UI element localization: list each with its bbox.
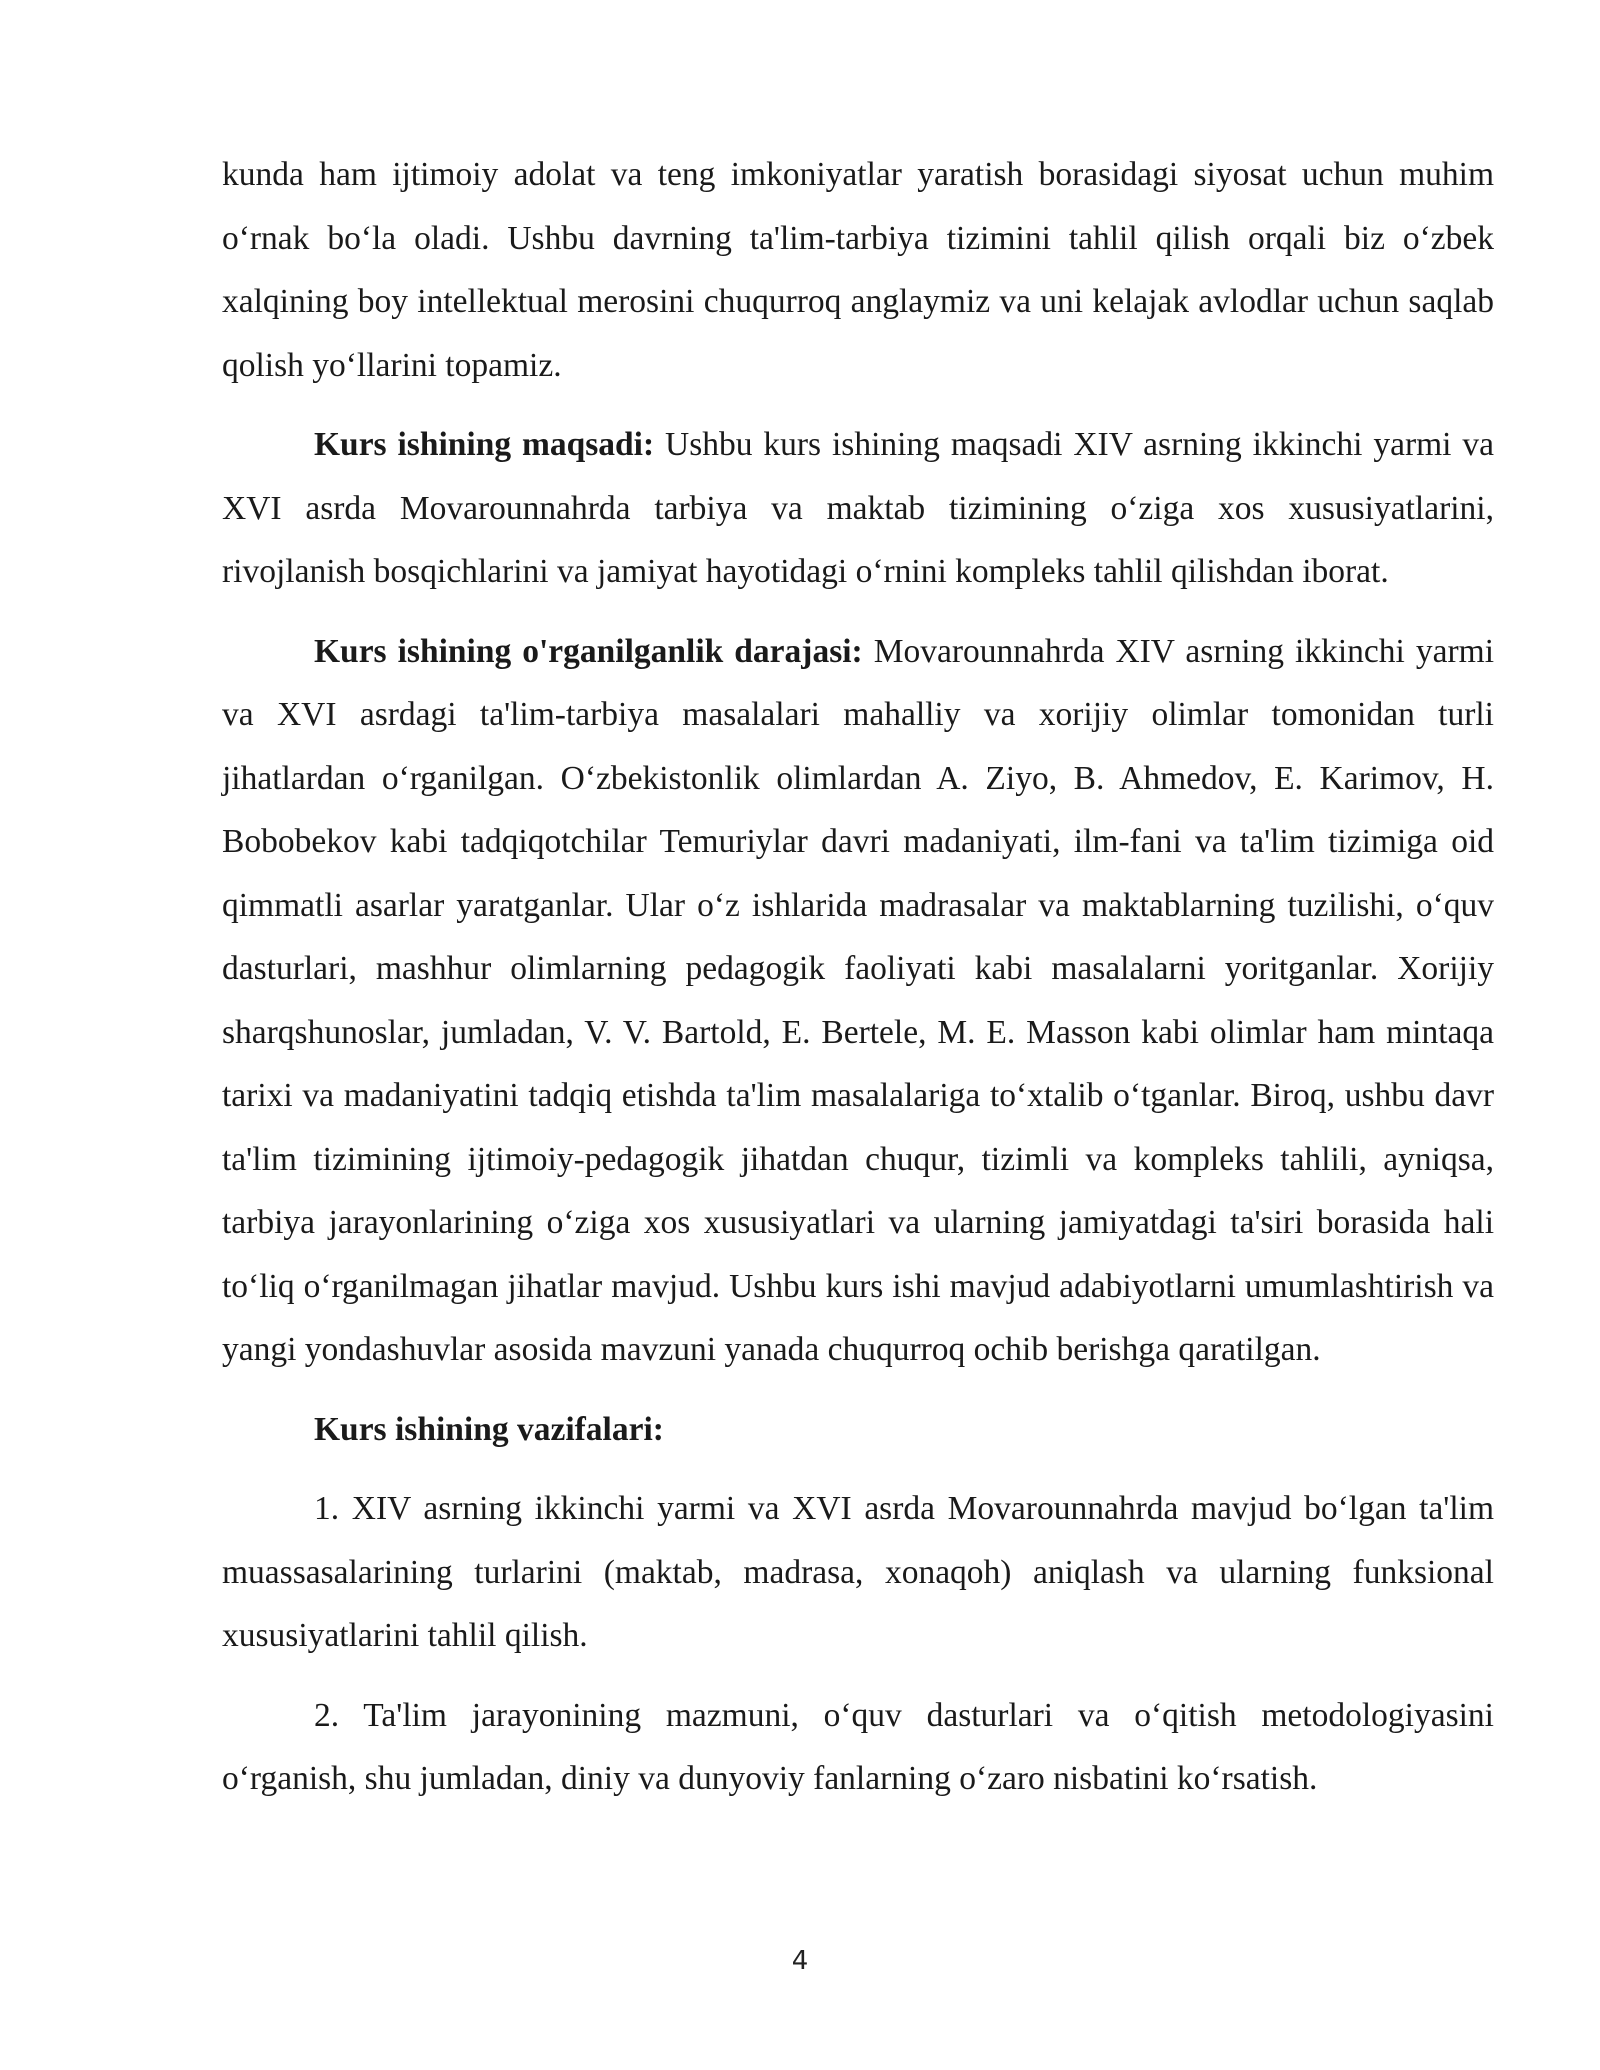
organilganlik-heading: Kurs ishining o'rganilganlik darajasi: xyxy=(314,632,863,670)
maqsad-paragraph xyxy=(222,413,1494,604)
maqsad-text: Ushbu kurs ishining maqsadi XIV asrning ikkinchi yarmi va XVI asrda Movarounnahrda tarbiya va maktab tizimining o‘ziga xos xususiyatlarini, rivojlanish bosqichlarini va jamiyat hayotidagi o‘rnini kompleks tahlil qilishdan iborat. xyxy=(222,426,1494,590)
vazifa-item-2: 2. Ta'lim jarayonining mazmuni, o‘quv dasturlari va o‘qitish metodologiyasini o‘rganish, shu jumladan, diniy va dunyoviy fanlarning o‘zaro nisbatini ko‘rsatish. xyxy=(222,1696,1494,1797)
intro-paragraph: kunda ham ijtimoiy adolat va teng imkoniyatlar yaratish borasidagi siyosat uchun muhim o‘rnak bo‘la oladi. Ushbu davrning ta'lim-tarbiya tizimini tahlil qilish orqali biz o‘zbek xalqining boy intellektual merosini chuqurroq anglaymiz va uni kelajak avlodlar uchun saqlab qolish yo‘llarini topamiz. xyxy=(222,156,1494,384)
maqsad-heading: Kurs ishining maqsadi: xyxy=(314,426,655,463)
organilganlik-paragraph xyxy=(222,620,1494,1382)
vazifa-item-1: 1. XIV asrning ikkinchi yarmi va XVI asrda Movarounnahrda mavjud bo‘lgan ta'lim muassasalarining turlarini (maktab, madrasa, xonaqoh) aniqlash va ularning funksional xususiyatlarini tahlil qilish. xyxy=(222,1490,1494,1654)
page-number: 4 xyxy=(791,1946,809,1976)
organilganlik-text: Movarounnahrda XIV asrning ikkinchi yarmi va XVI asrdagi ta'lim-tarbiya masalalari mahalliy va xorijiy olimlar tomonidan turli jihatlardan o‘rganilgan. O‘zbekistonlik olimlardan A. Ziyo, B. Ahmedov, E. Karimov, H. Bobobekov kabi tadqiqotchilar Temuriylar davri madaniyati, ilm-fani va ta'lim tizimiga oid qimmatli asarlar yaratganlar. Ular o‘z ishlarida madrasalar va maktablarning tuzilishi, o‘quv dasturlari, mashhur olimlarning pedagogik faoliyati kabi masalalarni yoritganlar. Xorijiy sharqshunoslar, jumladan, V. V. Bartold, E. Bertele, M. E. Masson kabi olimlar ham mintaqa tarixi va madaniyatini tadqiq etishda ta'lim masalalariga to‘xtalib o‘tganlar. Biroq, ushbu davr ta'lim tizimining ijtimoiy-pedagogik jihatdan chuqur, tizimli va kompleks tahlili, ayniqsa, tarbiya jarayonlarining o‘ziga xos xususiyatlari va ularning jamiyatdagi ta'siri borasida hali to‘liq o‘rganilmagan jihatlar mavjud. Ushbu kurs ishi mavjud adabiyotlarni umumlashtirish va yangi yondashuvlar asosida mavzuni yanada chuqurroq ochib berishga qaratilgan. xyxy=(222,632,1494,1368)
document-page xyxy=(222,143,1494,1811)
vazifalar-heading: Kurs ishining vazifalari: xyxy=(314,1410,664,1448)
